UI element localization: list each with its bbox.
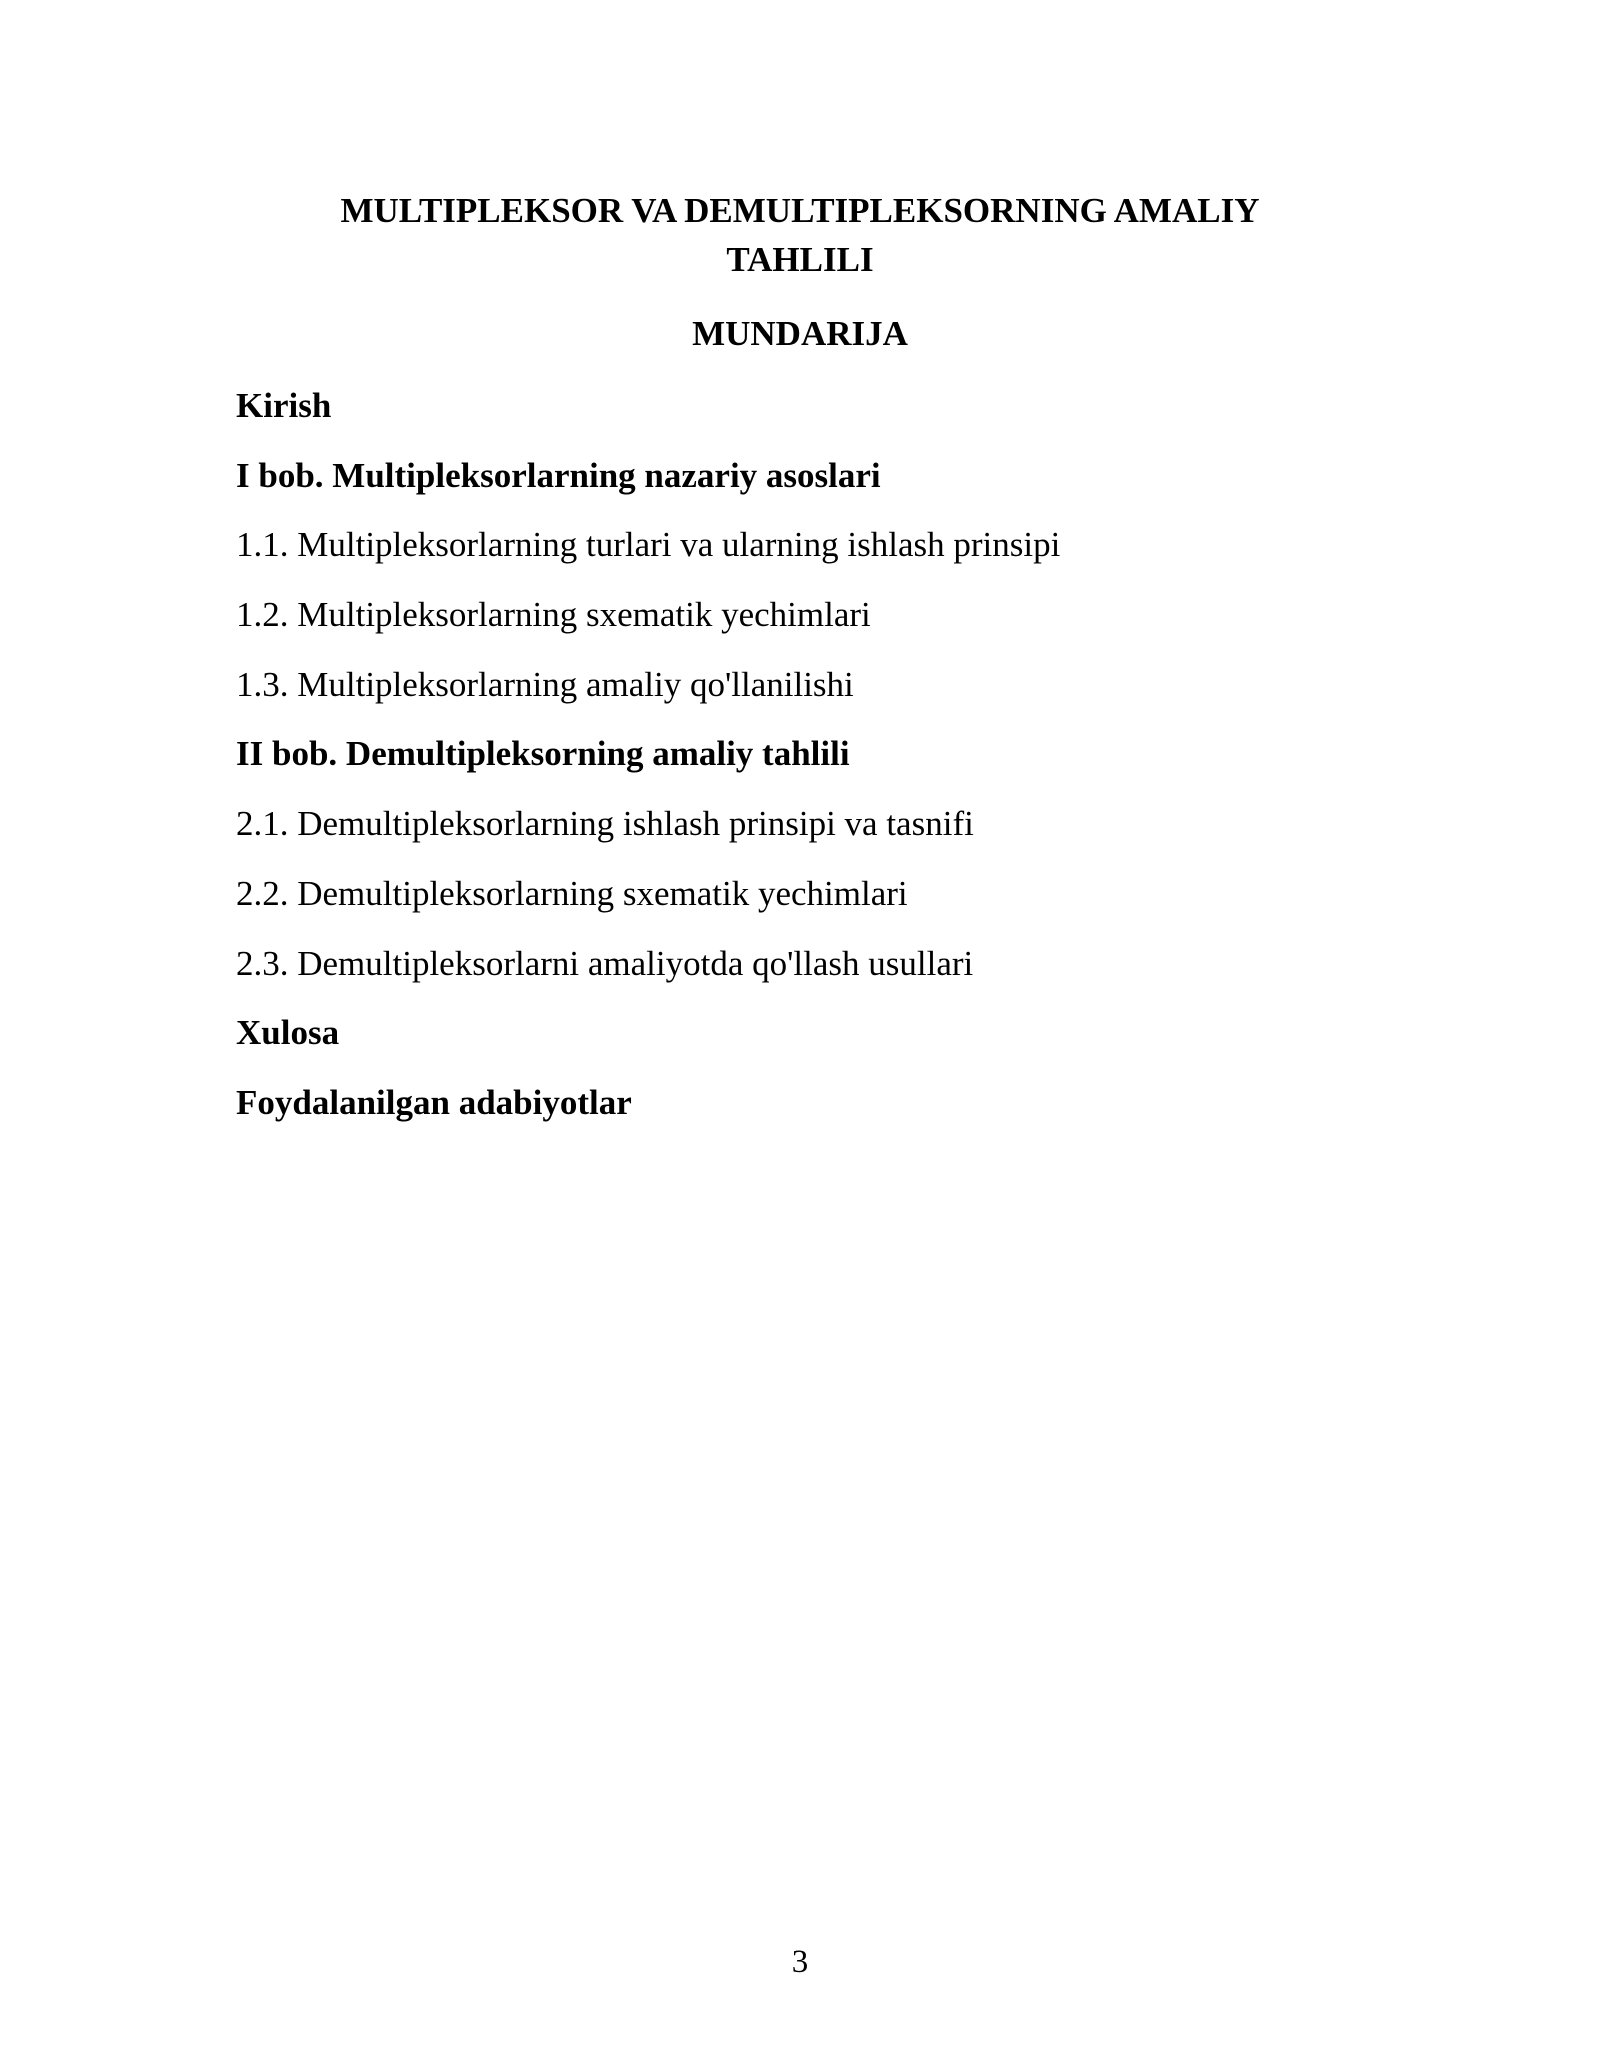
toc-item-section-1-2: 1.2. Multipleksorlarning sxematik yechimlari xyxy=(236,595,871,635)
toc-item-adabiyotlar: Foydalanilgan adabiyotlar xyxy=(236,1082,632,1122)
toc-item-kirish: Kirish xyxy=(236,386,332,425)
toc-item-section-1-3: 1.3. Multipleksorlarning amaliy qo'llanilishi xyxy=(236,664,854,704)
document-title-line-1: MULTIPLEKSOR VA DEMULTIPLEKSORNING AMALIY xyxy=(340,191,1260,230)
document-title-line-2: TAHLILI xyxy=(726,240,874,279)
toc-item-section-2-3: 2.3. Demultipleksorlarni amaliyotda qo'llash usullari xyxy=(236,943,974,983)
toc-heading: MUNDARIJA xyxy=(692,314,908,353)
table-of-contents xyxy=(236,382,1364,1149)
document-title xyxy=(236,186,1364,284)
page-number: 3 xyxy=(791,1944,809,1980)
toc-item-section-1-1: 1.1. Multipleksorlarning turlari va ularning ishlash prinsipi xyxy=(236,525,1061,565)
toc-item-xulosa: Xulosa xyxy=(236,1013,340,1053)
toc-item-chapter-1: I bob. Multipleksorlarning nazariy asoslari xyxy=(236,455,881,495)
toc-item-section-2-1: 2.1. Demultipleksorlarning ishlash prinsipi va tasnifi xyxy=(236,804,974,844)
toc-item-section-2-2: 2.2. Demultipleksorlarning sxematik yechimlari xyxy=(236,873,908,913)
toc-item-chapter-2: II bob. Demultipleksorning amaliy tahlili xyxy=(236,734,850,774)
